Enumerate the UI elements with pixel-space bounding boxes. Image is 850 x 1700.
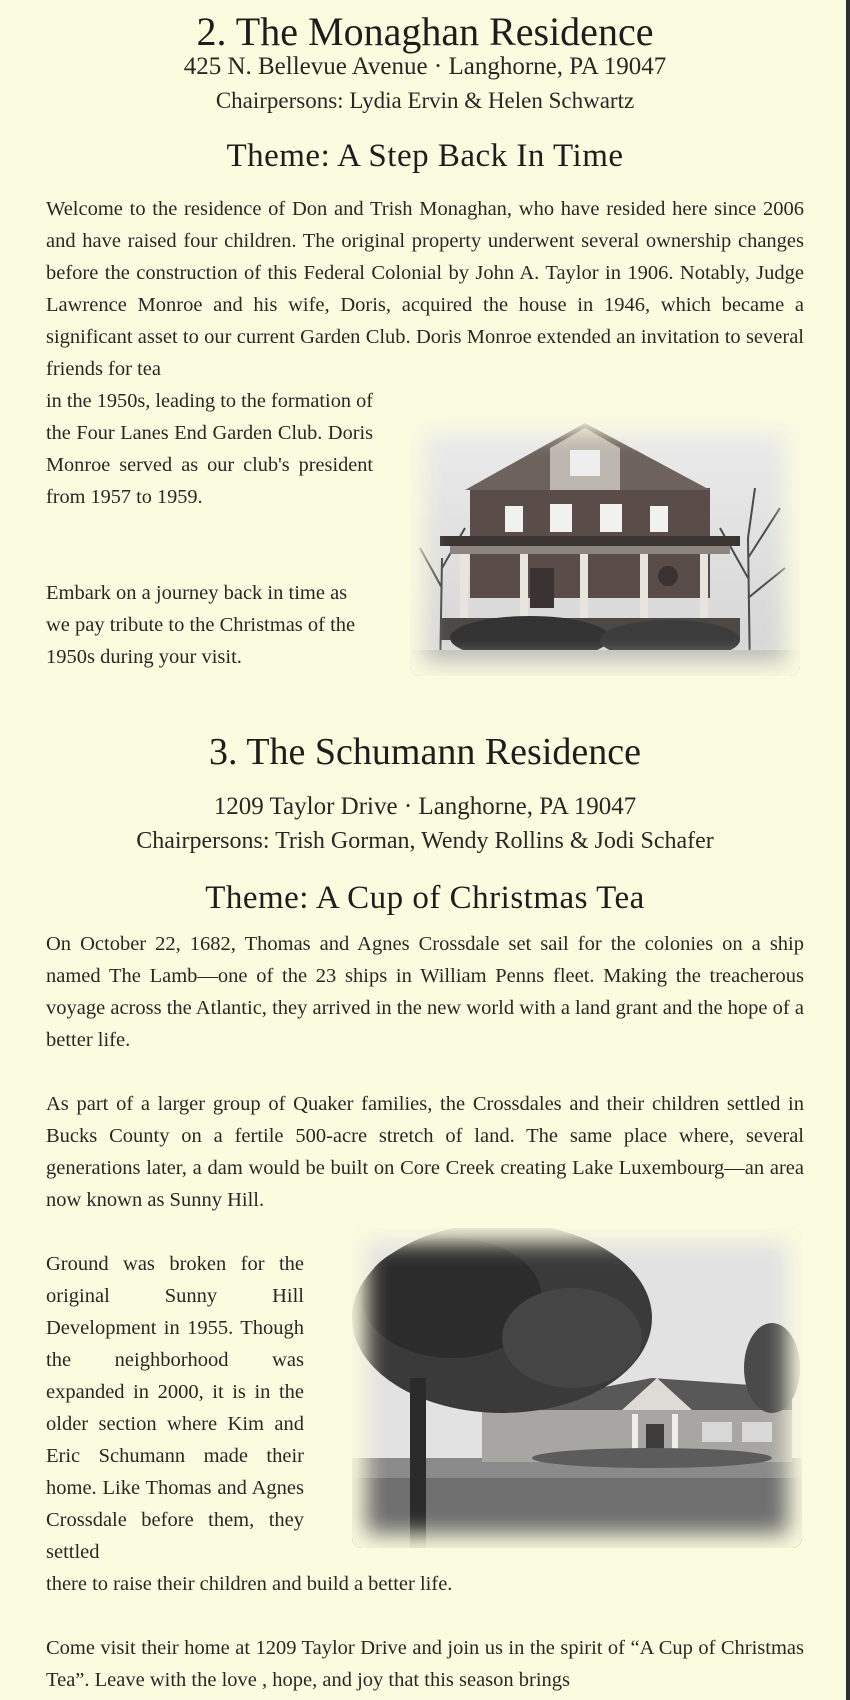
schumann-voyage: On October 22, 1682, Thomas and Agnes Crossdale set sail for the colonies on a ship named The Lamb—one of the 23 ships in William Penns fleet. Making the treacherous voyage across the Atlantic, they arrived in the new world with a land grant and the hope of a better life. bbox=[46, 933, 804, 1051]
schumann-chairpersons: Chairpersons: Trish Gorman, Wendy Rollins & Jodi Schafer bbox=[136, 828, 714, 854]
page-edge bbox=[846, 0, 850, 1700]
schumann-closing: Come visit their home at 1209 Taylor Drive and join us in the spirit of “A Cup of Christmas Tea”. Leave with the love , hope, and joy that this season brings bbox=[46, 1637, 804, 1691]
monaghan-chairpersons: Chairpersons: Lydia Ervin & Helen Schwartz bbox=[215, 88, 635, 113]
schumann-settlement: As part of a larger group of Quaker families, the Crossdales and their children settled in Bucks County on a fertile 500-acre stretch of land. The same place where, several generations later, a dam would be built on Core Creek creating Lake Luxembourg—an area now known as Sunny Hill. bbox=[46, 1093, 804, 1211]
schumann-settled: there to raise their children and build a better life. bbox=[46, 1573, 453, 1595]
monaghan-theme: Theme: A Step Back In Time bbox=[226, 138, 624, 174]
monaghan-invitation: Embark on a journey back in time as we pay tribute to the Christmas of the 1950s during your visit. bbox=[46, 582, 356, 668]
monaghan-title: 2. The Monaghan Residence bbox=[196, 9, 654, 54]
schumann-development: Ground was broken for the original Sunny Hill Development in 1955. Though the neighborhood was expanded in 2000, it is in the older section where Kim and Eric Schumann made their home. Like Thomas and Agnes Crossdale before them, they settled bbox=[46, 1253, 304, 1563]
schumann-house-photo bbox=[352, 1228, 802, 1548]
schumann-title: 3. The Schumann Residence bbox=[209, 731, 641, 773]
monaghan-intro: Welcome to the residence of Don and Trish Monaghan, who have resided here since 2006 and have raised four children. The original property underwent several ownership changes before the construction of this Federal Colonial by John A. Taylor in 1906. Notably, Judge Lawrence Monroe and his wife, Doris, acquired the house in 1946, which became a significant asset to our current Garden Club. Doris Monroe extended an invitation to several friends for tea bbox=[46, 198, 804, 380]
monaghan-history: in the 1950s, leading to the formation of the Four Lanes End Garden Club. Doris Monroe served as our club's president from 1957 to 1959. bbox=[46, 390, 373, 508]
monaghan-address: 425 N. Bellevue Avenue · Langhorne, PA 19047 bbox=[183, 53, 667, 80]
monaghan-house-photo bbox=[410, 418, 800, 676]
schumann-address: 1209 Taylor Drive · Langhorne, PA 19047 bbox=[213, 793, 637, 820]
schumann-theme: Theme: A Cup of Christmas Tea bbox=[205, 880, 645, 916]
